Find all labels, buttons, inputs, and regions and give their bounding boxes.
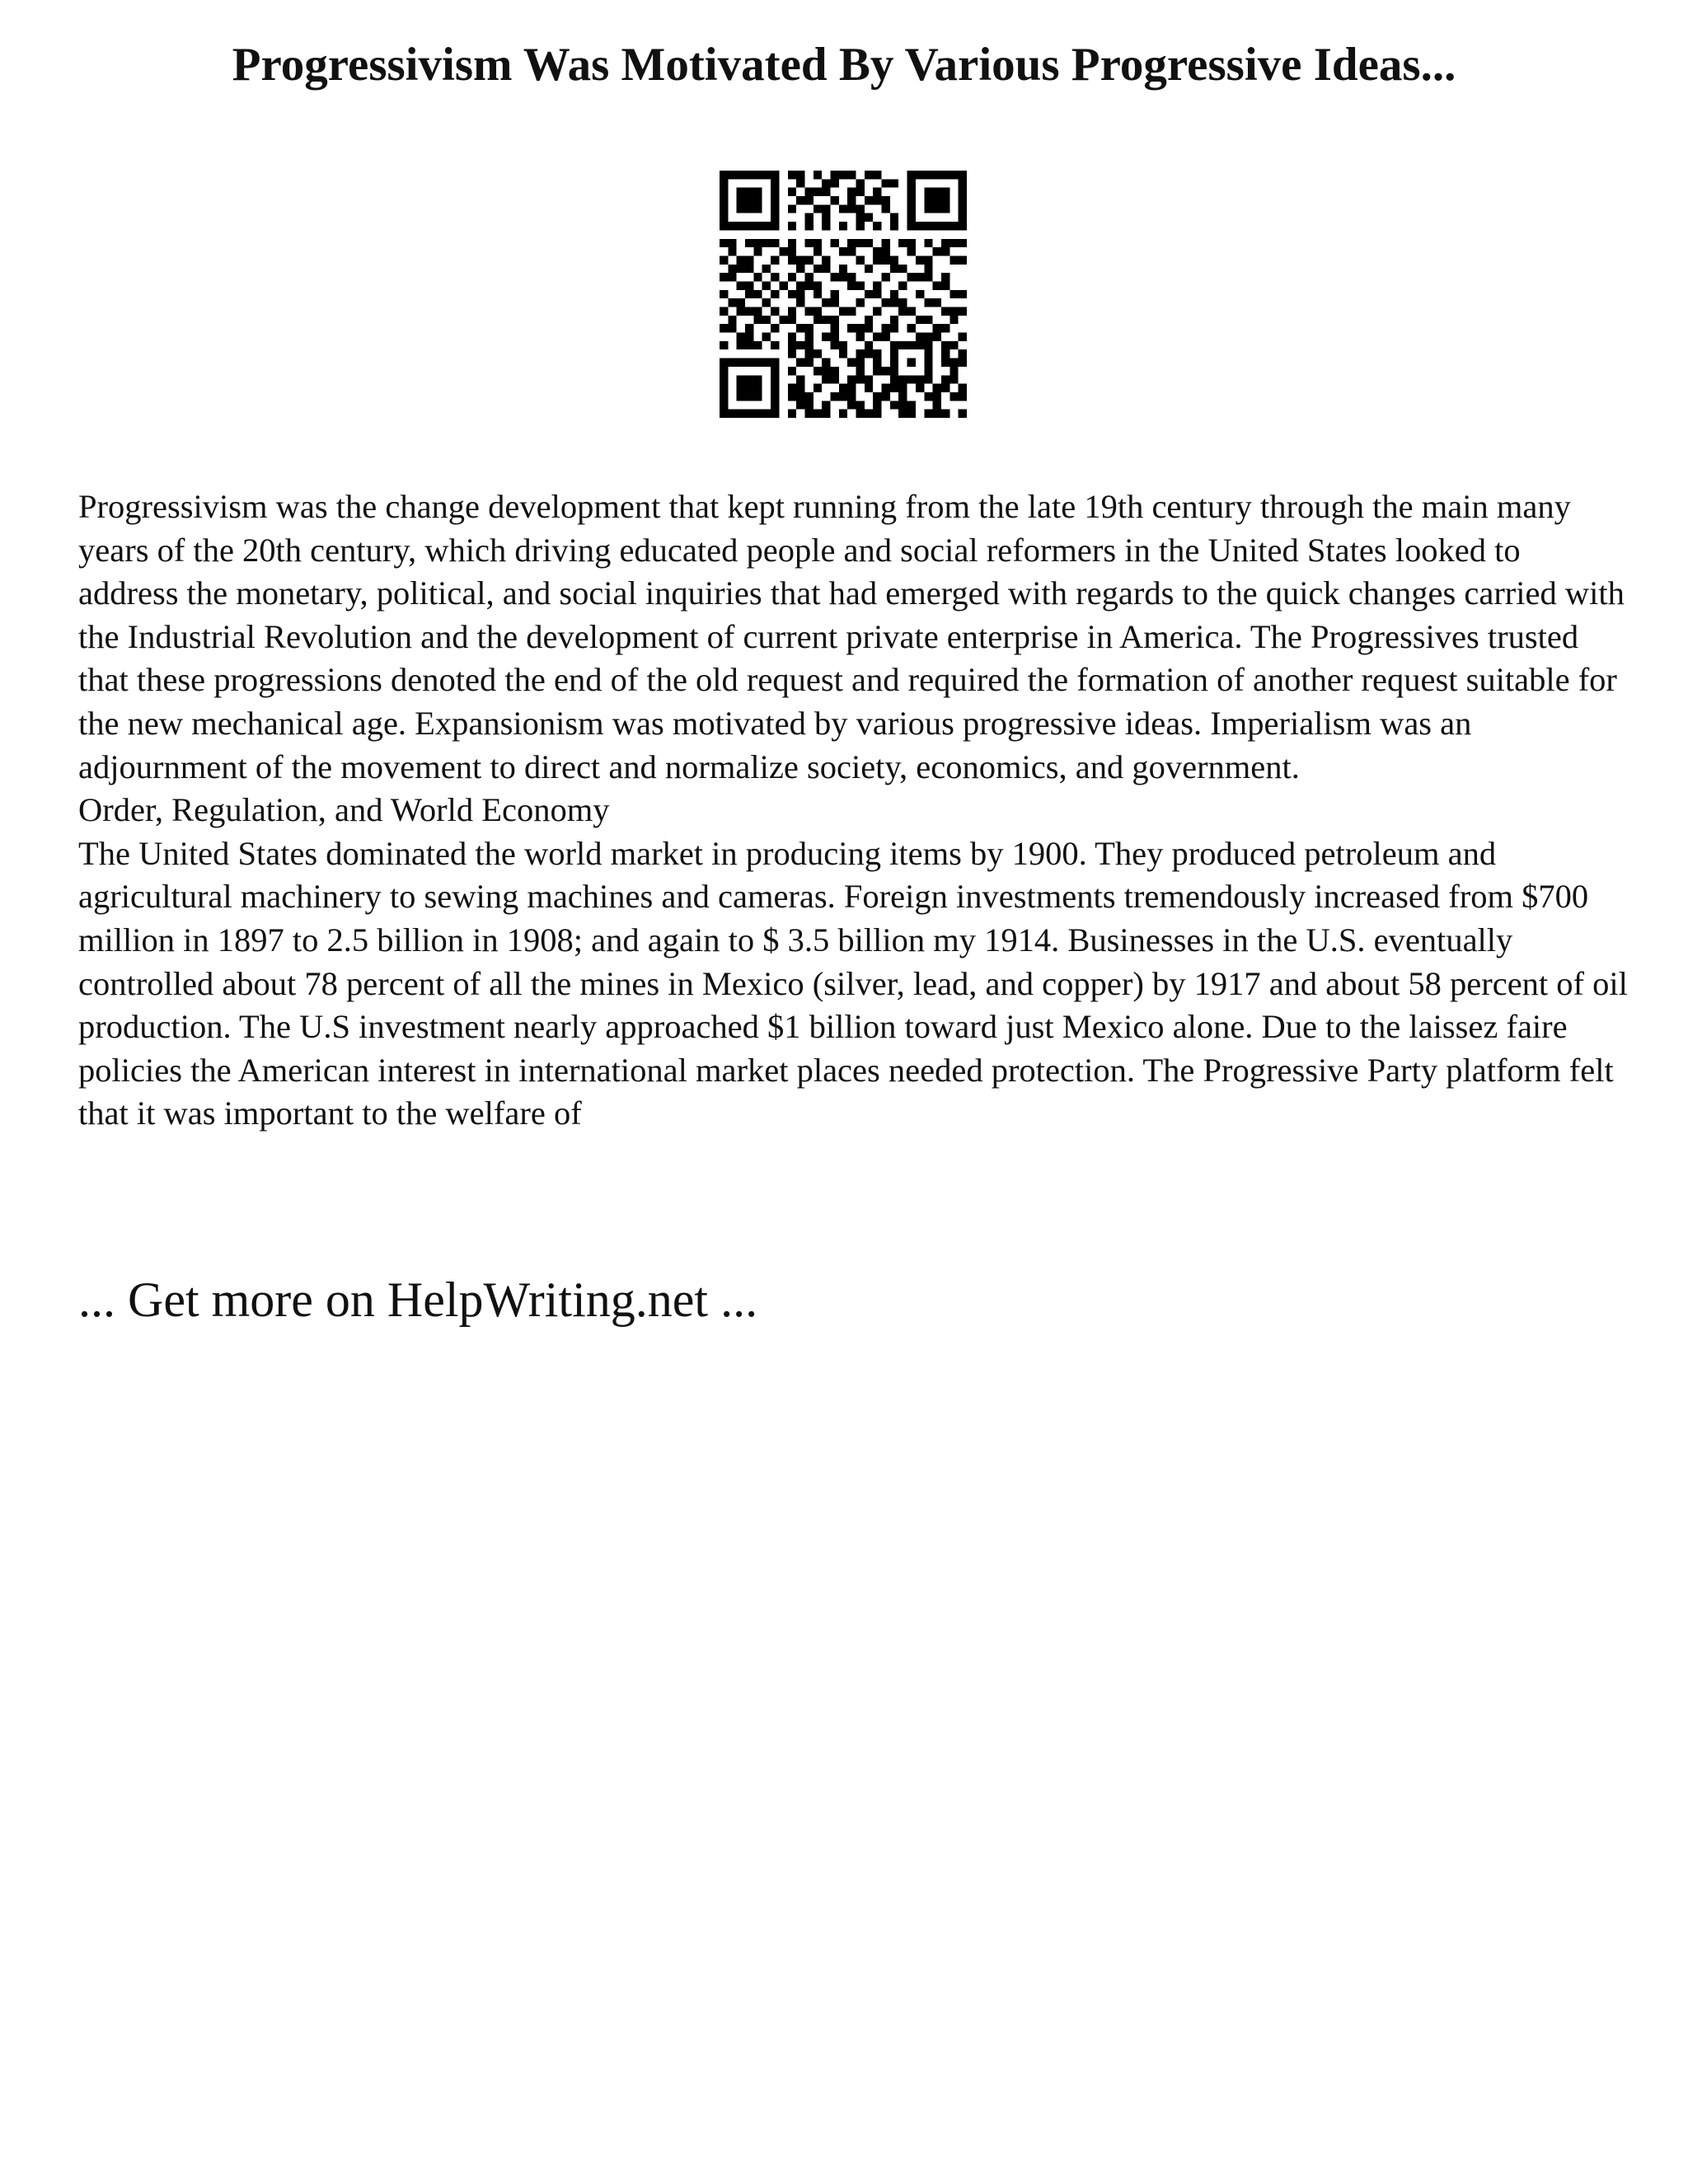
paragraph-intro: Progressivism was the change development that kept running from the late 19th century through the main many years of the 20th century, which driving educated people and social reformers in the United States looked to address the monetary, political, and social inquiries that had emerged with regards to the quick changes carried with the Industrial Revolution and the development of current private enterprise in America. The Progressives trusted that these progressions denoted the end of the old request and required the formation of another request suitable for the new mechanical age. Expansionism was motivated by various progressive ideas. Imperialism was an adjournment of the movement to direct and normalize society, economics, and government. bbox=[78, 488, 1625, 785]
get-more-link[interactable]: ... Get more on HelpWriting.net ... bbox=[78, 1272, 758, 1327]
section-heading: Order, Regulation, and World Economy bbox=[78, 791, 610, 829]
paragraph-economy: The United States dominated the world market in producing items by 1900. They produced petroleum and agricultural machinery to sewing machines and cameras. Foreign investments tremendously increased from $700 million in 1897 to 2.5 billion in 1908; and again to $ 3.5 billion my 1914. Businesses in the U.S. eventually controlled about 78 percent of all the mines in Mexico (silver, lead, and copper) by 1917 and about 58 percent of oil production. The U.S investment nearly approached $1 billion toward just Mexico alone. Due to the laissez faire policies the American interest in international market places needed protection. The Progressive Party platform felt that it was important to the welfare of bbox=[78, 834, 1628, 1132]
qr-code-icon bbox=[720, 171, 967, 418]
page-title: Progressivism Was Motivated By Various Progressive Ideas... bbox=[232, 39, 1456, 91]
article-body bbox=[78, 485, 1628, 1136]
